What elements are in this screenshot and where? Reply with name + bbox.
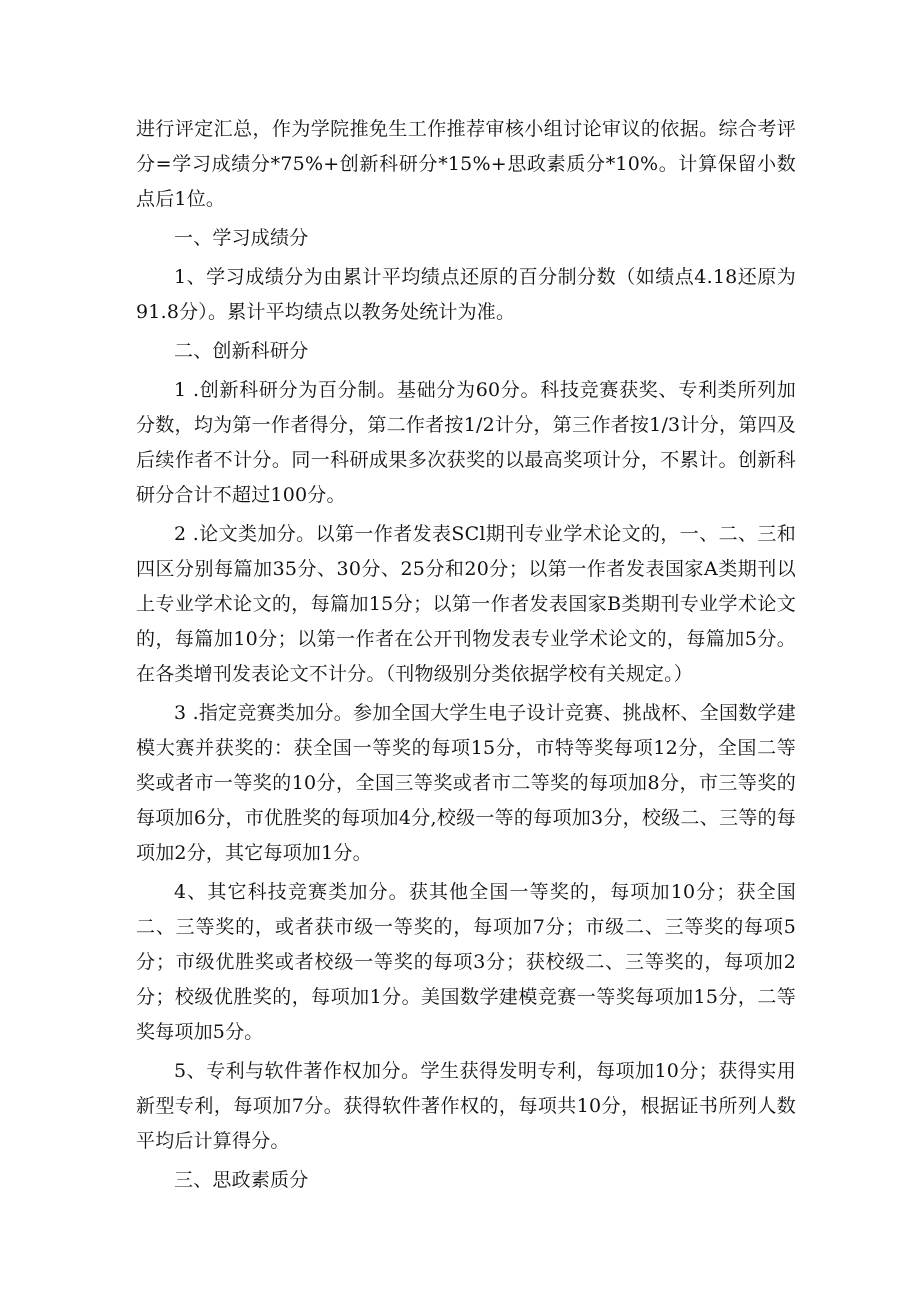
paragraph-innovation-rule-4: 4、其它科技竞赛类加分。获其他全国一等奖的，每项加10分；获全国二、三等奖的，或者获市级一等奖的，每项加7分；市级二、三等奖的每项5分；市级优胜奖或者校级一等奖的每项3分；获校级二、三等奖的，每项加2分；校级优胜奖的，每项加1分。美国数学建模竞赛一等奖每项加15分，二等奖每项加5分。 xyxy=(136,881,796,1043)
paragraph-innovation-rule-5: 5、专利与软件著作权加分。学生获得发明专利，每项加10分；获得实用新型专利，每项加7分。获得软件著作权的，每项共10分，根据证书所列人数平均后计算得分。 xyxy=(136,1060,796,1152)
section-heading-academic-score: 一、学习成绩分 xyxy=(174,227,309,249)
paragraph-innovation-rule-3: 3 .指定竞赛类加分。参加全国大学生电子设计竞赛、挑战杯、全国数学建模大赛并获奖的：获全国一等奖的每项15分，市特等奖每项12分，全国二等奖或者市一等奖的10分，全国三等奖或者市二等奖的每项加8分，市三等奖的每项加6分，市优胜奖的每项加4分,校级一等的每项加3分，校级二、三等的每项加2分，其它每项加1分。 xyxy=(136,702,796,864)
section-heading-innovation-research-score: 二、创新科研分 xyxy=(174,340,309,362)
section-heading-political-quality-score: 三、思政素质分 xyxy=(174,1169,309,1191)
paragraph-intro-summary: 进行评定汇总，作为学院推免生工作推荐审核小组讨论审议的依据。综合考评分=学习成绩分*75%+创新科研分*15%+思政素质分*10%。计算保留小数点后1位。 xyxy=(136,118,796,210)
paragraph-academic-score-rule: 1、学习成绩分为由累计平均绩点还原的百分制分数（如绩点4.18还原为91.8分）。累计平均绩点以教务处统计为准。 xyxy=(136,266,796,323)
document-body xyxy=(136,112,796,1198)
paragraph-innovation-rule-2: 2 .论文类加分。以第一作者发表SCl期刊专业学术论文的，一、二、三和四区分别每篇加35分、30分、25分和20分；以第一作者发表国家A类期刊以上专业学术论文的，每篇加15分；以第一作者发表国家B类期刊专业学术论文的，每篇加10分；以第一作者在公开刊物发表专业学术论文的，每篇加5分。在各类增刊发表论文不计分。（刊物级别分类依据学校有关规定。） xyxy=(136,523,796,685)
paragraph-innovation-rule-1: 1 .创新科研分为百分制。基础分为60分。科技竞赛获奖、专利类所列加分数，均为第一作者得分，第二作者按1/2计分，第三作者按1/3计分，第四及后续作者不计分。同一科研成果多次获奖的以最高奖项计分，不累计。创新科研分合计不超过100分。 xyxy=(136,379,796,506)
